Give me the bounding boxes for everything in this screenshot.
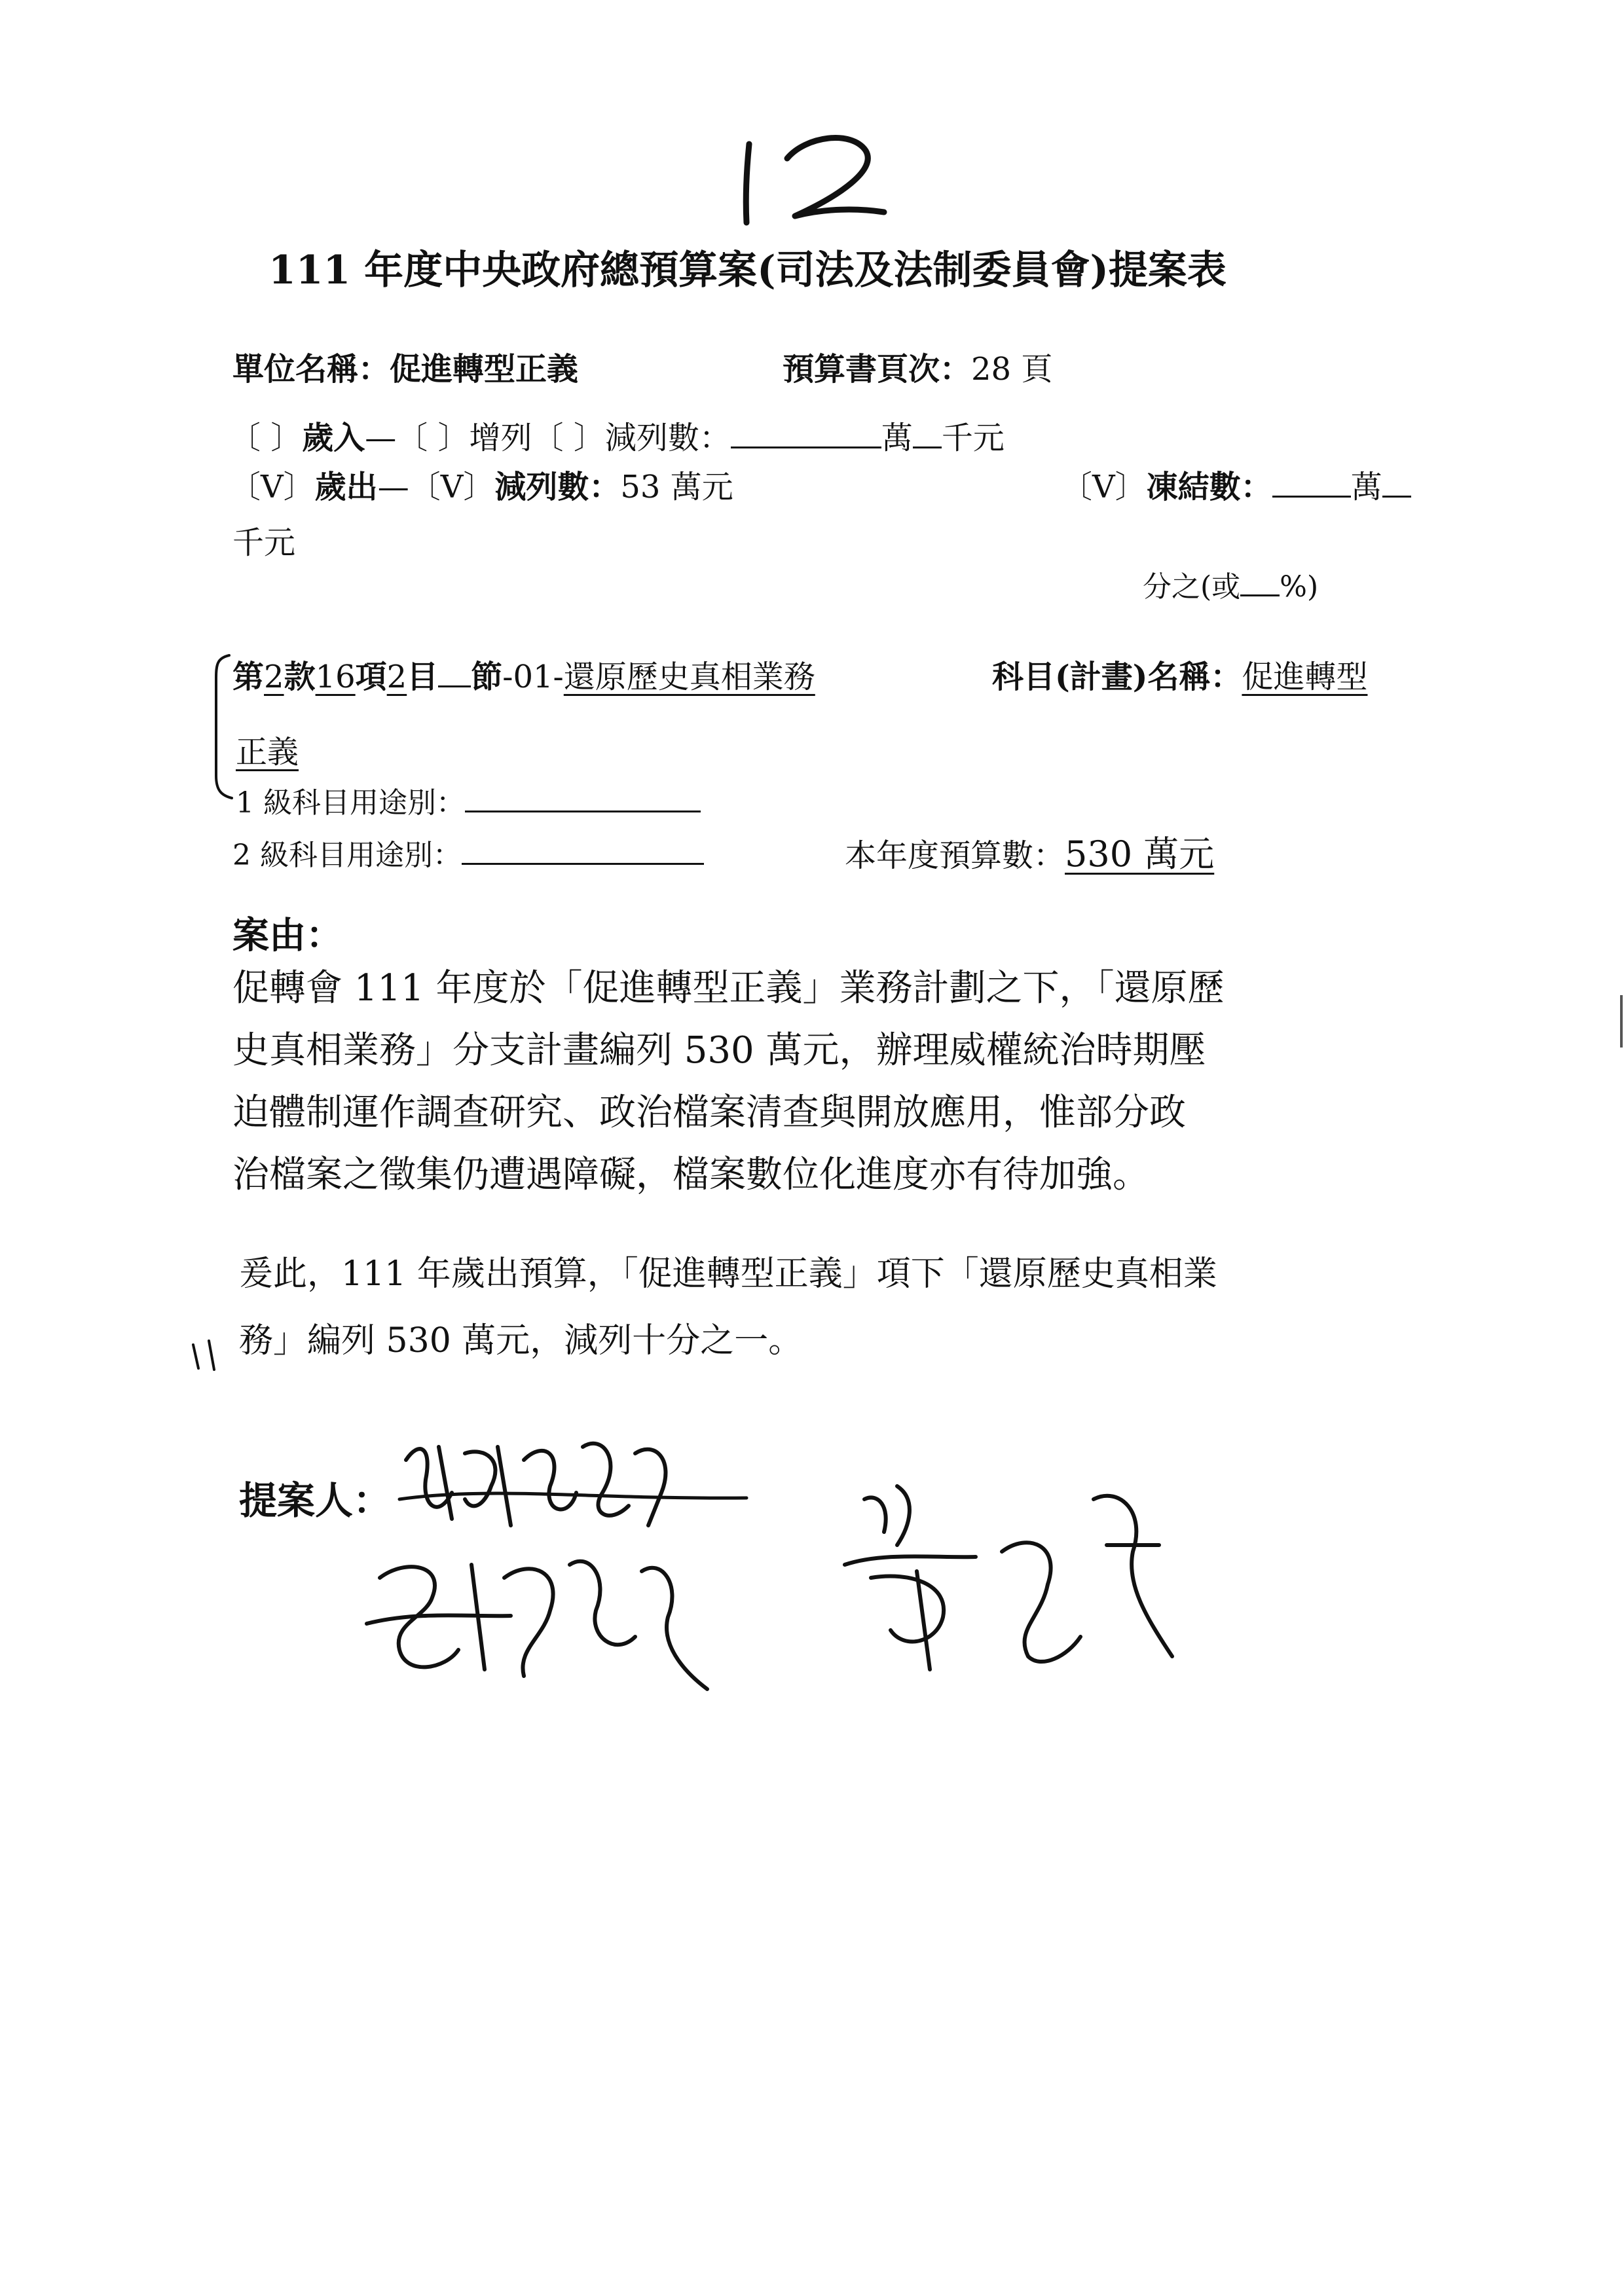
freeze-row (1061, 462, 1411, 507)
fraction-or: (或 (1200, 570, 1241, 604)
expenditure-dash: — (377, 469, 409, 505)
proposer-label: 提案人： (239, 1478, 392, 1523)
signature-3 (832, 1473, 1198, 1683)
revenue-wan: 萬 (881, 420, 913, 456)
fraction-row (1143, 563, 1318, 605)
percent-blank (1240, 566, 1280, 596)
revenue-dash: — (365, 420, 397, 456)
annual-budget-label: 本年度預算數： (845, 837, 1065, 874)
expenditure-label: 歲出 (314, 469, 378, 505)
reason-heading: 案由： (232, 914, 342, 957)
item-di: 第 (232, 659, 265, 695)
freeze-qian-blank (1382, 464, 1411, 498)
revenue-line (229, 412, 1005, 458)
jie-blank (438, 654, 471, 687)
expenditure-reduce-value: 53 萬元 (620, 469, 733, 505)
item-mu: 目 (407, 659, 439, 695)
paragraph1-line: 促轉會 111 年度於「促進轉型正義」業務計劃之下，「還原歷 (232, 967, 1225, 1010)
level2-row (232, 831, 704, 873)
unit-value: 促進轉型正義 (390, 351, 579, 388)
paragraph1-line: 史真相業務」分支計畫編列 530 萬元，辦理威權統治時期壓 (232, 1029, 1206, 1072)
freeze-wan-blank (1272, 464, 1351, 498)
level2-blank (462, 834, 704, 865)
revenue-qian-yuan: 千元 (941, 420, 1005, 456)
subject-label: 科目(計畫)名稱： (992, 659, 1242, 695)
scan-edge-mark (1620, 995, 1623, 1048)
level1-label: 1 級科目用途別： (236, 786, 465, 820)
revenue-reduce-label: 減列數： (604, 420, 731, 456)
reason-paragraph-1 (232, 957, 1225, 1206)
signature-2 (354, 1539, 733, 1709)
subject-value-1: 促進轉型 (1242, 659, 1368, 695)
expenditure-checkbox: 〔V〕 (229, 469, 315, 505)
annual-budget-value: 530 萬元 (1065, 833, 1215, 875)
subject-value-2: 正義 (236, 734, 299, 771)
fraction-label: 分之 (1143, 570, 1200, 604)
budget-page-row (783, 344, 1052, 389)
freeze-label: 凍結數： (1146, 469, 1272, 505)
paragraph2-line: 務」編列 530 萬元，減列十分之一。 (239, 1321, 803, 1360)
program-name: 還原歷史真相業務 (563, 659, 815, 695)
handwritten-mark (187, 1336, 232, 1381)
revenue-reduce-checkbox: 〔 〕 (532, 420, 605, 456)
fraction-percent: %) (1280, 570, 1319, 604)
kuan-number: 2 (264, 659, 284, 695)
xiang-number: 16 (315, 659, 356, 695)
revenue-checkbox: 〔 〕 (229, 420, 303, 456)
paragraph1-line: 迫體制運作調查研究、政治檔案清查與開放應用，惟部分政 (232, 1091, 1186, 1134)
budget-page-label: 預算書頁次： (783, 351, 972, 388)
annual-budget-row (845, 826, 1214, 877)
level1-row (236, 779, 701, 821)
paragraph2-line: 爰此，111 年歲出預算，「促進轉型正義」項下「還原歷史真相業 (239, 1254, 1217, 1294)
item-code: -01- (502, 659, 564, 695)
expenditure-reduce-label: 減列數： (494, 469, 621, 505)
paragraph1-line: 治檔案之徵集仍遭遇障礙，檔案數位化進度亦有待加強。 (232, 1154, 1149, 1196)
mu-number: 2 (386, 659, 407, 695)
reason-paragraph-2 (239, 1241, 1217, 1374)
unit-row (232, 344, 578, 389)
budget-page-value: 28 頁 (971, 351, 1053, 388)
revenue-label: 歲入 (302, 420, 365, 456)
freeze-wan: 萬 (1350, 469, 1382, 505)
revenue-add-checkbox: 〔 〕 (396, 420, 470, 456)
level1-blank (465, 782, 701, 812)
item-bracket (208, 651, 234, 802)
form-title: 111 年度中央政府總預算案(司法及法制委員會)提案表 (268, 247, 1227, 293)
item-kuan: 款 (284, 659, 316, 695)
handwritten-page-number (727, 124, 897, 236)
item-xiang: 項 (355, 659, 387, 695)
revenue-wan-blank (731, 415, 881, 448)
level2-label: 2 級科目用途別： (232, 839, 462, 872)
expenditure-line (229, 462, 733, 507)
revenue-qian-blank (913, 415, 942, 448)
unit-label: 單位名稱： (232, 351, 390, 388)
item-line (232, 651, 815, 697)
freeze-qian-yuan: 千元 (232, 524, 296, 561)
revenue-add-label: 增列 (469, 420, 532, 456)
item-jie: 節 (471, 659, 503, 695)
signature-1 (393, 1421, 760, 1545)
expenditure-reduce-checkbox: 〔V〕 (409, 469, 495, 505)
freeze-checkbox: 〔V〕 (1061, 469, 1147, 505)
subject-row (992, 651, 1367, 697)
